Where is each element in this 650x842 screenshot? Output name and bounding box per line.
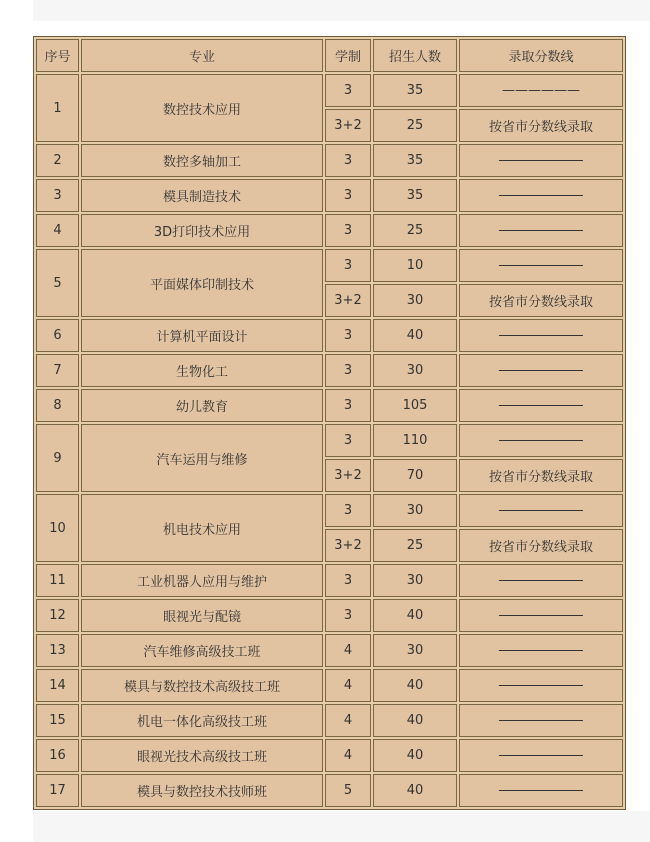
table-row [36, 214, 623, 247]
cell-quota: 40 [373, 704, 457, 737]
cell-score [459, 424, 623, 457]
header-major: 专业 [81, 39, 323, 72]
score-dash [499, 195, 583, 196]
cell-score [459, 494, 623, 527]
cell-years: 5 [325, 774, 371, 807]
cell-no: 3 [36, 179, 79, 212]
cell-no: 10 [36, 494, 79, 562]
score-dash [499, 370, 583, 371]
cell-quota: 35 [373, 179, 457, 212]
cell-quota: 30 [373, 284, 457, 317]
cell-years: 3 [325, 74, 371, 107]
cell-years: 4 [325, 739, 371, 772]
table-row [36, 249, 623, 282]
score-dash [499, 790, 583, 791]
cell-quota: 30 [373, 634, 457, 667]
table-row [36, 564, 623, 597]
table-row [36, 704, 623, 737]
top-band [33, 0, 650, 21]
table-row [36, 739, 623, 772]
score-dash [499, 440, 583, 441]
cell-score: 按省市分数线录取 [459, 284, 623, 317]
header-no: 序号 [36, 39, 79, 72]
cell-major: 汽车运用与维修 [81, 424, 323, 492]
cell-no: 7 [36, 354, 79, 387]
cell-no: 2 [36, 144, 79, 177]
cell-quota: 25 [373, 109, 457, 142]
table-row [36, 179, 623, 212]
cell-score [459, 739, 623, 772]
cell-quota: 105 [373, 389, 457, 422]
cell-no: 13 [36, 634, 79, 667]
cell-no: 5 [36, 249, 79, 317]
header-quota: 招生人数 [373, 39, 457, 72]
cell-quota: 35 [373, 74, 457, 107]
cell-no: 11 [36, 564, 79, 597]
cell-score [459, 389, 623, 422]
header-score: 录取分数线 [459, 39, 623, 72]
score-dash [499, 720, 583, 721]
cell-quota: 40 [373, 774, 457, 807]
table-row [36, 424, 623, 457]
cell-major: 汽车维修高级技工班 [81, 634, 323, 667]
cell-score [459, 214, 623, 247]
cell-no: 9 [36, 424, 79, 492]
cell-no: 6 [36, 319, 79, 352]
cell-quota: 40 [373, 739, 457, 772]
cell-major: 模具与数控技术高级技工班 [81, 669, 323, 702]
score-dash [499, 405, 583, 406]
cell-years: 4 [325, 634, 371, 667]
table-header-row [36, 39, 623, 72]
header-years: 学制 [325, 39, 371, 72]
cell-years: 3 [325, 249, 371, 282]
cell-years: 3 [325, 319, 371, 352]
score-dash [499, 650, 583, 651]
table-row [36, 494, 623, 527]
cell-years: 3 [325, 494, 371, 527]
score-dash [499, 580, 583, 581]
cell-quota: 40 [373, 319, 457, 352]
cell-quota: 30 [373, 564, 457, 597]
cell-score [459, 669, 623, 702]
cell-no: 17 [36, 774, 79, 807]
cell-years: 3+2 [325, 529, 371, 562]
score-dash [499, 335, 583, 336]
cell-score [459, 704, 623, 737]
score-dash [499, 755, 583, 756]
table-row [36, 774, 623, 807]
cell-quota: 40 [373, 599, 457, 632]
cell-quota: 35 [373, 144, 457, 177]
cell-quota: 25 [373, 214, 457, 247]
cell-quota: 70 [373, 459, 457, 492]
cell-years: 3 [325, 599, 371, 632]
cell-score [459, 249, 623, 282]
score-dash [499, 230, 583, 231]
table-row [36, 74, 623, 107]
cell-major: 眼视光技术高级技工班 [81, 739, 323, 772]
cell-years: 3+2 [325, 109, 371, 142]
cell-score [459, 179, 623, 212]
cell-quota: 110 [373, 424, 457, 457]
bottom-band [33, 811, 650, 842]
cell-years: 3 [325, 179, 371, 212]
score-dash [499, 265, 583, 266]
table-row [36, 389, 623, 422]
cell-years: 3 [325, 389, 371, 422]
cell-score: 按省市分数线录取 [459, 109, 623, 142]
cell-years: 4 [325, 704, 371, 737]
cell-score [459, 354, 623, 387]
cell-quota: 40 [373, 669, 457, 702]
cell-years: 3 [325, 354, 371, 387]
cell-no: 14 [36, 669, 79, 702]
cell-major: 数控技术应用 [81, 74, 323, 142]
cell-years: 4 [325, 669, 371, 702]
table-body [36, 74, 623, 807]
cell-score [459, 634, 623, 667]
table-row [36, 599, 623, 632]
cell-quota: 10 [373, 249, 457, 282]
cell-years: 3+2 [325, 284, 371, 317]
cell-major: 数控多轴加工 [81, 144, 323, 177]
cell-major: 3D打印技术应用 [81, 214, 323, 247]
cell-major: 幼儿教育 [81, 389, 323, 422]
cell-major: 模具与数控技术技师班 [81, 774, 323, 807]
cell-major: 机电一体化高级技工班 [81, 704, 323, 737]
cell-major: 机电技术应用 [81, 494, 323, 562]
cell-score: 按省市分数线录取 [459, 529, 623, 562]
cell-major: 平面媒体印制技术 [81, 249, 323, 317]
score-dash [499, 160, 583, 161]
table-row [36, 634, 623, 667]
cell-major: 生物化工 [81, 354, 323, 387]
score-dash [499, 685, 583, 686]
cell-major: 眼视光与配镜 [81, 599, 323, 632]
cell-score: —————— [459, 74, 623, 107]
cell-years: 3 [325, 144, 371, 177]
cell-no: 16 [36, 739, 79, 772]
cell-score [459, 564, 623, 597]
cell-no: 15 [36, 704, 79, 737]
score-dash [499, 510, 583, 511]
table-row [36, 669, 623, 702]
cell-score [459, 599, 623, 632]
cell-years: 3 [325, 564, 371, 597]
cell-years: 3+2 [325, 459, 371, 492]
cell-no: 12 [36, 599, 79, 632]
cell-major: 模具制造技术 [81, 179, 323, 212]
score-dash [499, 615, 583, 616]
cell-quota: 30 [373, 494, 457, 527]
cell-score [459, 319, 623, 352]
table-row [36, 319, 623, 352]
cell-score [459, 774, 623, 807]
cell-quota: 30 [373, 354, 457, 387]
table-row [36, 144, 623, 177]
cell-years: 3 [325, 424, 371, 457]
cell-no: 8 [36, 389, 79, 422]
cell-no: 1 [36, 74, 79, 142]
cell-years: 3 [325, 214, 371, 247]
cell-major: 工业机器人应用与维护 [81, 564, 323, 597]
cell-no: 4 [36, 214, 79, 247]
cell-score: 按省市分数线录取 [459, 459, 623, 492]
admissions-table [33, 36, 626, 810]
cell-quota: 25 [373, 529, 457, 562]
cell-score [459, 144, 623, 177]
table-row [36, 354, 623, 387]
cell-major: 计算机平面设计 [81, 319, 323, 352]
